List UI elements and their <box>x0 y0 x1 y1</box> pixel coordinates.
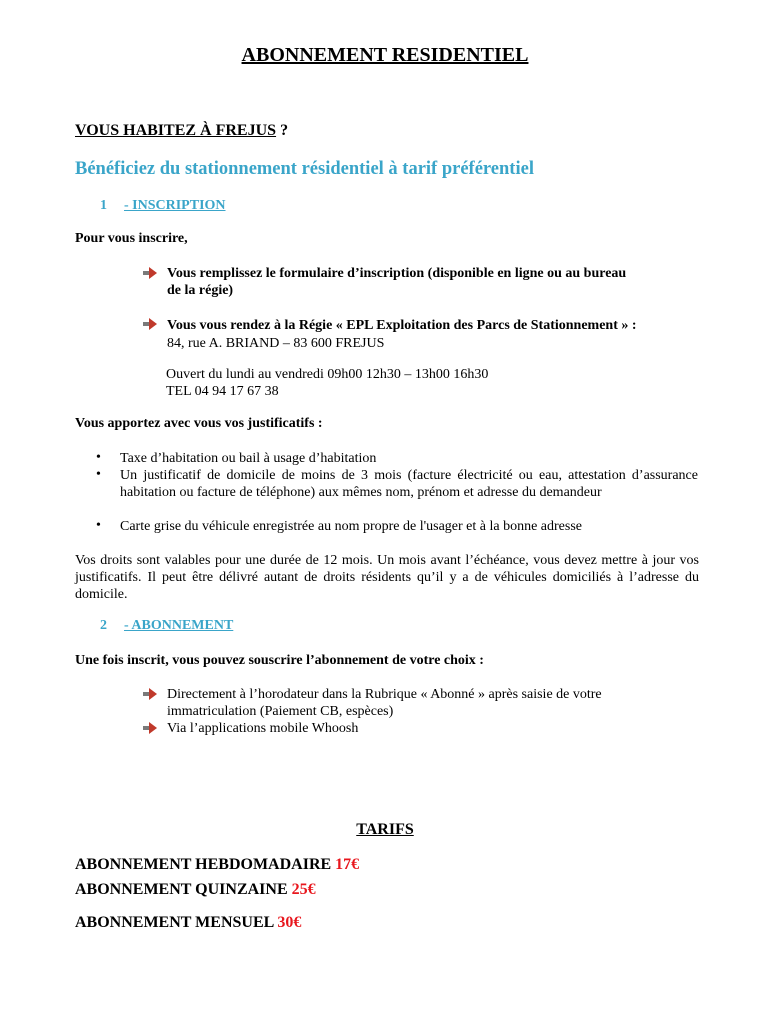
section-number: 2 <box>100 618 107 633</box>
tarifs-title: TARIFS <box>356 821 414 838</box>
page-title: ABONNEMENT RESIDENTIEL <box>241 44 529 66</box>
tarif-price: 17€ <box>335 856 360 873</box>
tarif-label: ABONNEMENT HEBDOMADAIRE <box>75 856 336 873</box>
tarif-label: ABONNEMENT MENSUEL <box>75 914 278 931</box>
arrow-right-icon <box>143 267 157 279</box>
tarif-price: 25€ <box>291 881 316 898</box>
tarif-row <box>75 856 359 874</box>
docs-heading: Vous apportez avec vous vos justificatifs : <box>75 416 323 431</box>
tarif-label: ABONNEMENT QUINZAINE <box>75 881 292 898</box>
option-text: Via l’applications mobile Whoosh <box>167 721 359 736</box>
section-number: 1 <box>100 198 107 213</box>
option-text: Directement à l’horodateur dans la Rubrique « Abonné » après saisie de votre immatriculation (Paiement CB, espèces) <box>167 687 602 719</box>
bullet-dot: • <box>96 467 101 482</box>
office-hours: Ouvert du lundi au vendredi 09h00 12h30 – 13h00 16h30 TEL 04 94 17 67 38 <box>166 367 489 399</box>
arrow-right-icon <box>143 318 157 330</box>
question-text: VOUS HABITEZ À FREJUS <box>75 122 277 139</box>
validity-paragraph: Vos droits sont valables pour une durée de 12 mois. Un mois avant l’échéance, vous devez mettre à jour vos justificatifs. Il peut être délivré autant de droits résidents qu’il y a de véhicules domiciliés à l’adresse du domicile. <box>75 553 699 602</box>
bullet-dot: • <box>96 450 101 465</box>
step-text: Vous remplissez le formulaire d’inscription (disponible en ligne ou au bureau de la régie) <box>167 266 627 298</box>
bullet-dot: • <box>96 518 101 533</box>
intro-text: Pour vous inscrire, <box>75 231 188 246</box>
section-label: - INSCRIPTION <box>124 198 226 213</box>
list-item: Taxe d’habitation ou bail à usage d’habitation <box>120 451 377 466</box>
section-inscription-heading <box>100 198 226 214</box>
question-heading <box>75 122 288 140</box>
subscription-heading: Une fois inscrit, vous pouvez souscrire l’abonnement de votre choix : <box>75 653 484 668</box>
list-item: Carte grise du véhicule enregistrée au nom propre de l'usager et à la bonne adresse <box>120 519 582 534</box>
tarif-row <box>75 914 301 932</box>
step-text: Vous vous rendez à la Régie « EPL Exploitation des Parcs de Stationnement » : 84, rue A. BRIAND – 83 600 FREJUS <box>167 318 637 351</box>
tarif-row <box>75 881 316 899</box>
question-mark: ? <box>276 122 289 139</box>
subtitle: Bénéficiez du stationnement résidentiel à tarif préférentiel <box>75 159 534 179</box>
arrow-right-icon <box>143 688 157 700</box>
list-item: Un justificatif de domicile de moins de 3 mois (facture électricité ou eau, attestation d’assurance habitation ou facture de téléphone) aux mêmes nom, prénom et adresse du demandeur <box>120 468 698 500</box>
tarif-price: 30€ <box>277 914 302 931</box>
section-label: - ABONNEMENT <box>124 618 234 633</box>
arrow-right-icon <box>143 722 157 734</box>
section-abonnement-heading <box>100 618 233 634</box>
